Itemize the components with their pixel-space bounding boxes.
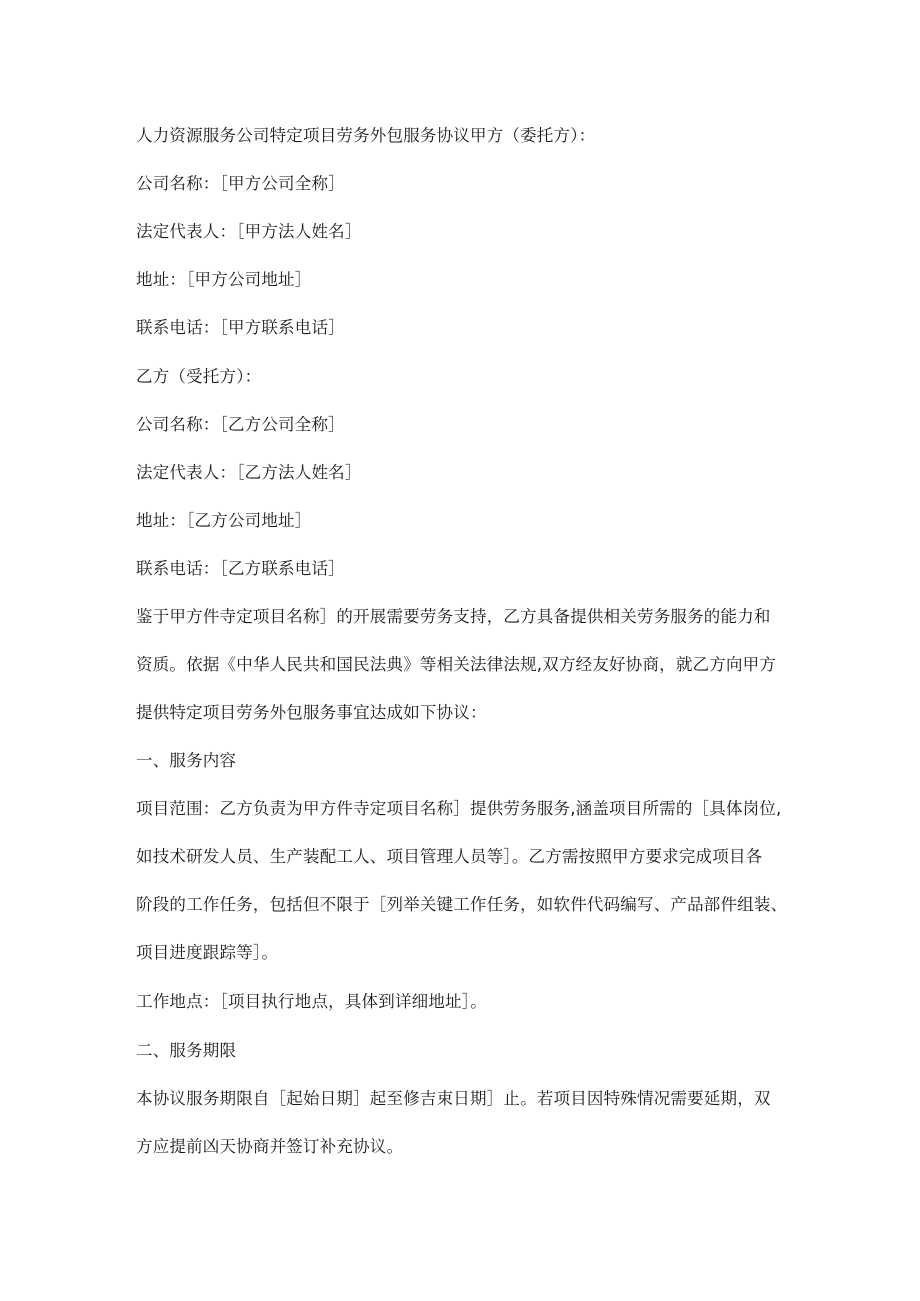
party-a-phone: 联系电话：［甲方联系电话］ [136,318,345,337]
section-2-term-line: 本协议服务期限自［起始日期］起至修吉束日期］止。若项目因特殊情况需要延期，双 [136,1089,771,1108]
party-b-phone: 联系电话：［乙方联系电话］ [136,559,345,578]
party-b-representative: 法定代表人：［乙方法人姓名］ [136,463,362,482]
section-1-scope-line: 阶段的工作任务，包括但不限于［列举关键工作任务，如软件代码编写、产品部件组装、 [136,895,788,914]
section-1-scope-line: 如技术研发人员、生产装配工人、项目管理人员等］。乙方需按照甲方要求完成项目各 [136,847,763,866]
party-b-heading: 乙方（受托方）： [136,367,262,386]
preamble-line: 提供特定项目劳务外包服务事宜达成如下协议： [136,703,487,722]
section-1-location: 工作地点：［项目执行地点，具体到详细地址］。 [136,992,487,1011]
section-1-scope-line: 项目进度跟踪等］。 [136,943,279,962]
party-a-company: 公司名称：［甲方公司全称］ [136,174,345,193]
party-b-address: 地址：［乙方公司地址］ [136,511,312,530]
document-title-line: 人力资源服务公司特定项目劳务外包服务协议甲方（委托方）： [136,126,596,145]
section-1-heading: 一、服务内容 [136,751,237,770]
section-1-scope-line: 项目范围：乙方负责为甲方件寺定项目名称］提供劳务服务,涵盖项目所需的［具体岗位, [136,799,782,818]
party-a-representative: 法定代表人：［甲方法人姓名］ [136,222,362,241]
section-2-term-line: 方应提前凶天协商并签订补充协议。 [136,1137,404,1156]
section-2-heading: 二、服务期限 [136,1041,237,1060]
preamble-line: 鉴于甲方件寺定项目名称］的开展需要劳务支持，乙方具备提供相关劳务服务的能力和 [136,607,771,626]
party-a-address: 地址：［甲方公司地址］ [136,270,312,289]
preamble-line: 资质。依据《中华人民共和国民法典》等相关法律法规,双方经友好协商，就乙方向甲方 [136,655,777,674]
party-b-company: 公司名称：［乙方公司全称］ [136,415,345,434]
